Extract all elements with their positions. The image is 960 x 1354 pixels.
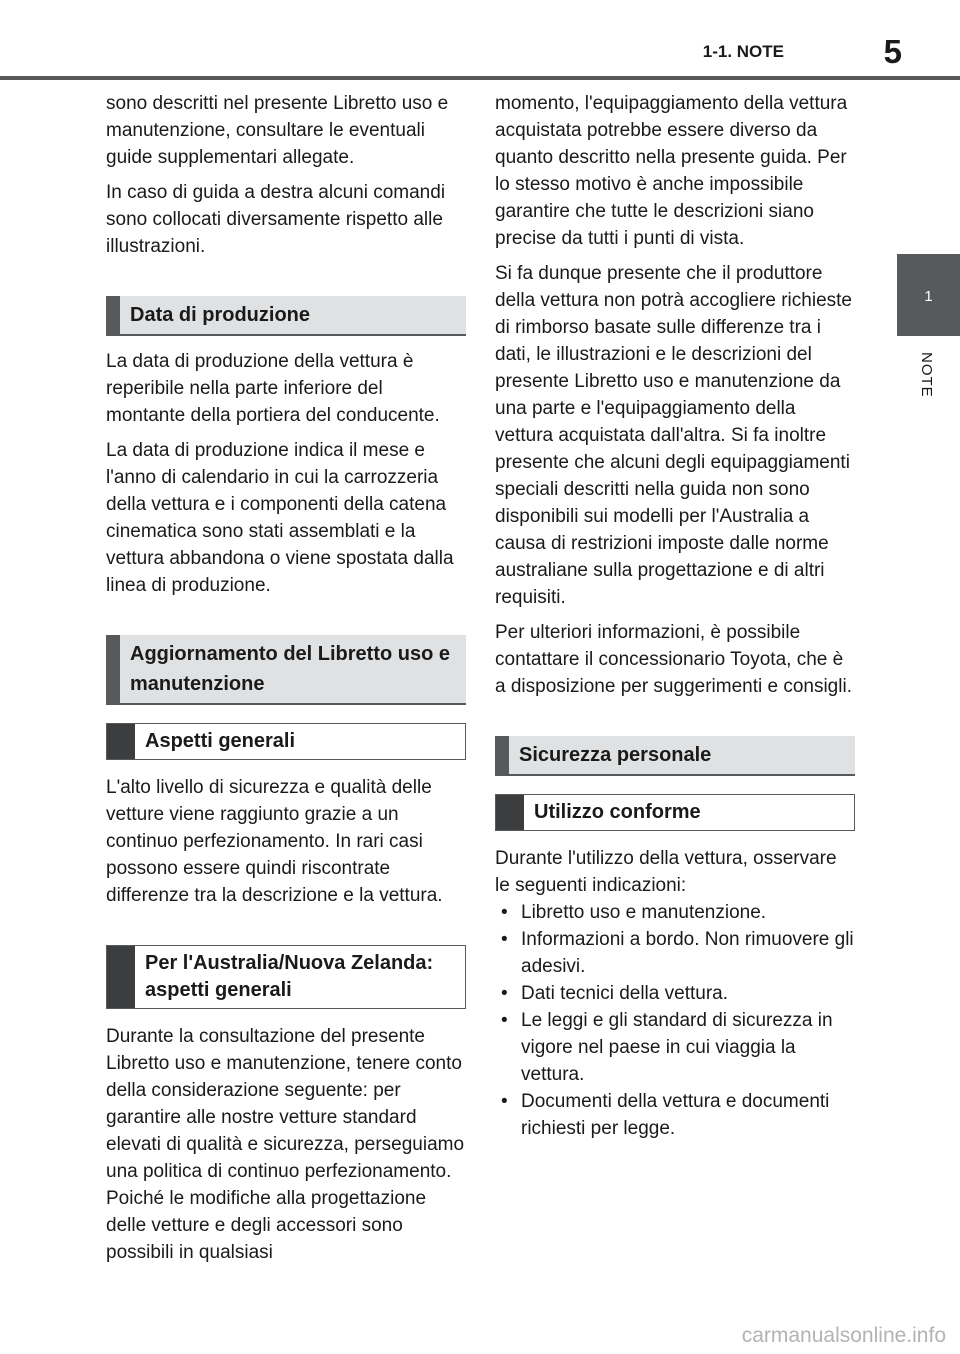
intro-paragraph-2: In caso di guida a destra alcuni comandi sono collocati diversamente rispetto alle illustrazioni.	[106, 182, 446, 257]
subheading-aspetti-generali	[106, 723, 466, 760]
subheading-aspetti-generali-text: Aspetti generali	[145, 730, 296, 752]
list-item: • Documenti della vettura e documenti richiesti per legge.	[495, 1088, 855, 1142]
list-item: • Le leggi e gli standard di sicurezza in vigore nel paese in cui viaggia la vettura.	[495, 1007, 855, 1088]
data-paragraph-1: La data di produzione della vettura è reperibile nella parte inferiore del montante della portiera del conducente.	[106, 351, 440, 426]
subheading-australia	[106, 945, 466, 1009]
utilizzo-bullet-list	[495, 899, 855, 1142]
subheading-marker	[496, 795, 524, 830]
heading-data-di-produzione: Data di produzione	[106, 296, 466, 336]
watermark: carmanualsonline.info	[741, 1324, 946, 1347]
aspetti-paragraph: L'alto livello di sicurezza e qualità delle vetture viene raggiunto grazie a un continuo perfezionamento. In rari casi possono essere quindi riscontrate differenze tra la descrizione e la vettura.	[106, 777, 443, 906]
chapter-tab-number: 1	[924, 288, 933, 305]
subheading-marker	[107, 724, 135, 759]
list-item: • Libretto uso e manutenzione.	[495, 899, 855, 926]
chapter-side-label: NOTE	[918, 352, 935, 398]
subheading-utilizzo-conforme-text: Utilizzo conforme	[534, 801, 701, 823]
continued-paragraph-1: momento, l'equipaggiamento della vettura acquistata potrebbe essere diverso da quanto descritto nella presente guida. Per lo stesso motivo è anche impossibile garantire che tutte le descrizioni siano precise da tutti i punti di vista.	[495, 93, 848, 249]
continued-paragraph-3: Per ulteriori informazioni, è possibile contattare il concessionario Toyota, che è a disposizione per suggerimenti e consigli.	[495, 622, 852, 697]
list-item: • Informazioni a bordo. Non rimuovere gli adesivi.	[495, 926, 855, 980]
heading-sicurezza-personale: Sicurezza personale	[495, 736, 855, 776]
section-title: 1-1. NOTE	[702, 42, 784, 61]
data-paragraph-2: La data di produzione indica il mese e l'anno di calendario in cui la carrozzeria della vettura e i componenti della catena cinematica sono stati assemblati e la vettura abbandona o viene spostata dalla linea di produzione.	[106, 440, 454, 596]
right-column	[495, 90, 855, 1142]
subheading-utilizzo-conforme	[495, 794, 855, 831]
subheading-australia-text: Per l'Australia/Nuova Zelanda: aspetti generali	[145, 952, 434, 1001]
page-number: 5	[883, 33, 902, 70]
left-column	[106, 90, 466, 1274]
intro-paragraph-1: sono descritti nel presente Libretto uso e manutenzione, consultare le eventuali guide supplementari allegate.	[106, 93, 449, 168]
heading-aggiornamento: Aggiornamento del Libretto uso e manutenzione	[106, 635, 466, 705]
continued-paragraph-2: Si fa dunque presente che il produttore della vettura non potrà accogliere richieste di rimborso basate sulle differenze tra i dati, le illustrazioni e le descrizioni del presente Libretto uso e manutenzione da una parte e l'equipaggiamento della vettura acquistata dall'altra. Si fa inoltre presente che alcuni degli equipaggiamenti speciali descritti nella guida non sono disponibili sui modelli per l'Australia a causa di restrizioni imposte dalle norme australiane sulla progettazione e di altri requisiti.	[495, 263, 852, 608]
utilizzo-paragraph: Durante l'utilizzo della vettura, osservare le seguenti indicazioni:	[495, 848, 837, 896]
header-rule	[0, 76, 960, 80]
subheading-marker	[107, 946, 135, 1008]
list-item: • Dati tecnici della vettura.	[495, 980, 855, 1007]
australia-paragraph: Durante la consultazione del presente Libretto uso e manutenzione, tenere conto della considerazione seguente: per garantire alle nostre vetture standard elevati di qualità e sicurezza, perseguiamo una politica di continuo perfezionamento. Poiché le modifiche alla progettazione delle vetture e degli accessori sono possibili in qualsiasi	[106, 1026, 465, 1263]
